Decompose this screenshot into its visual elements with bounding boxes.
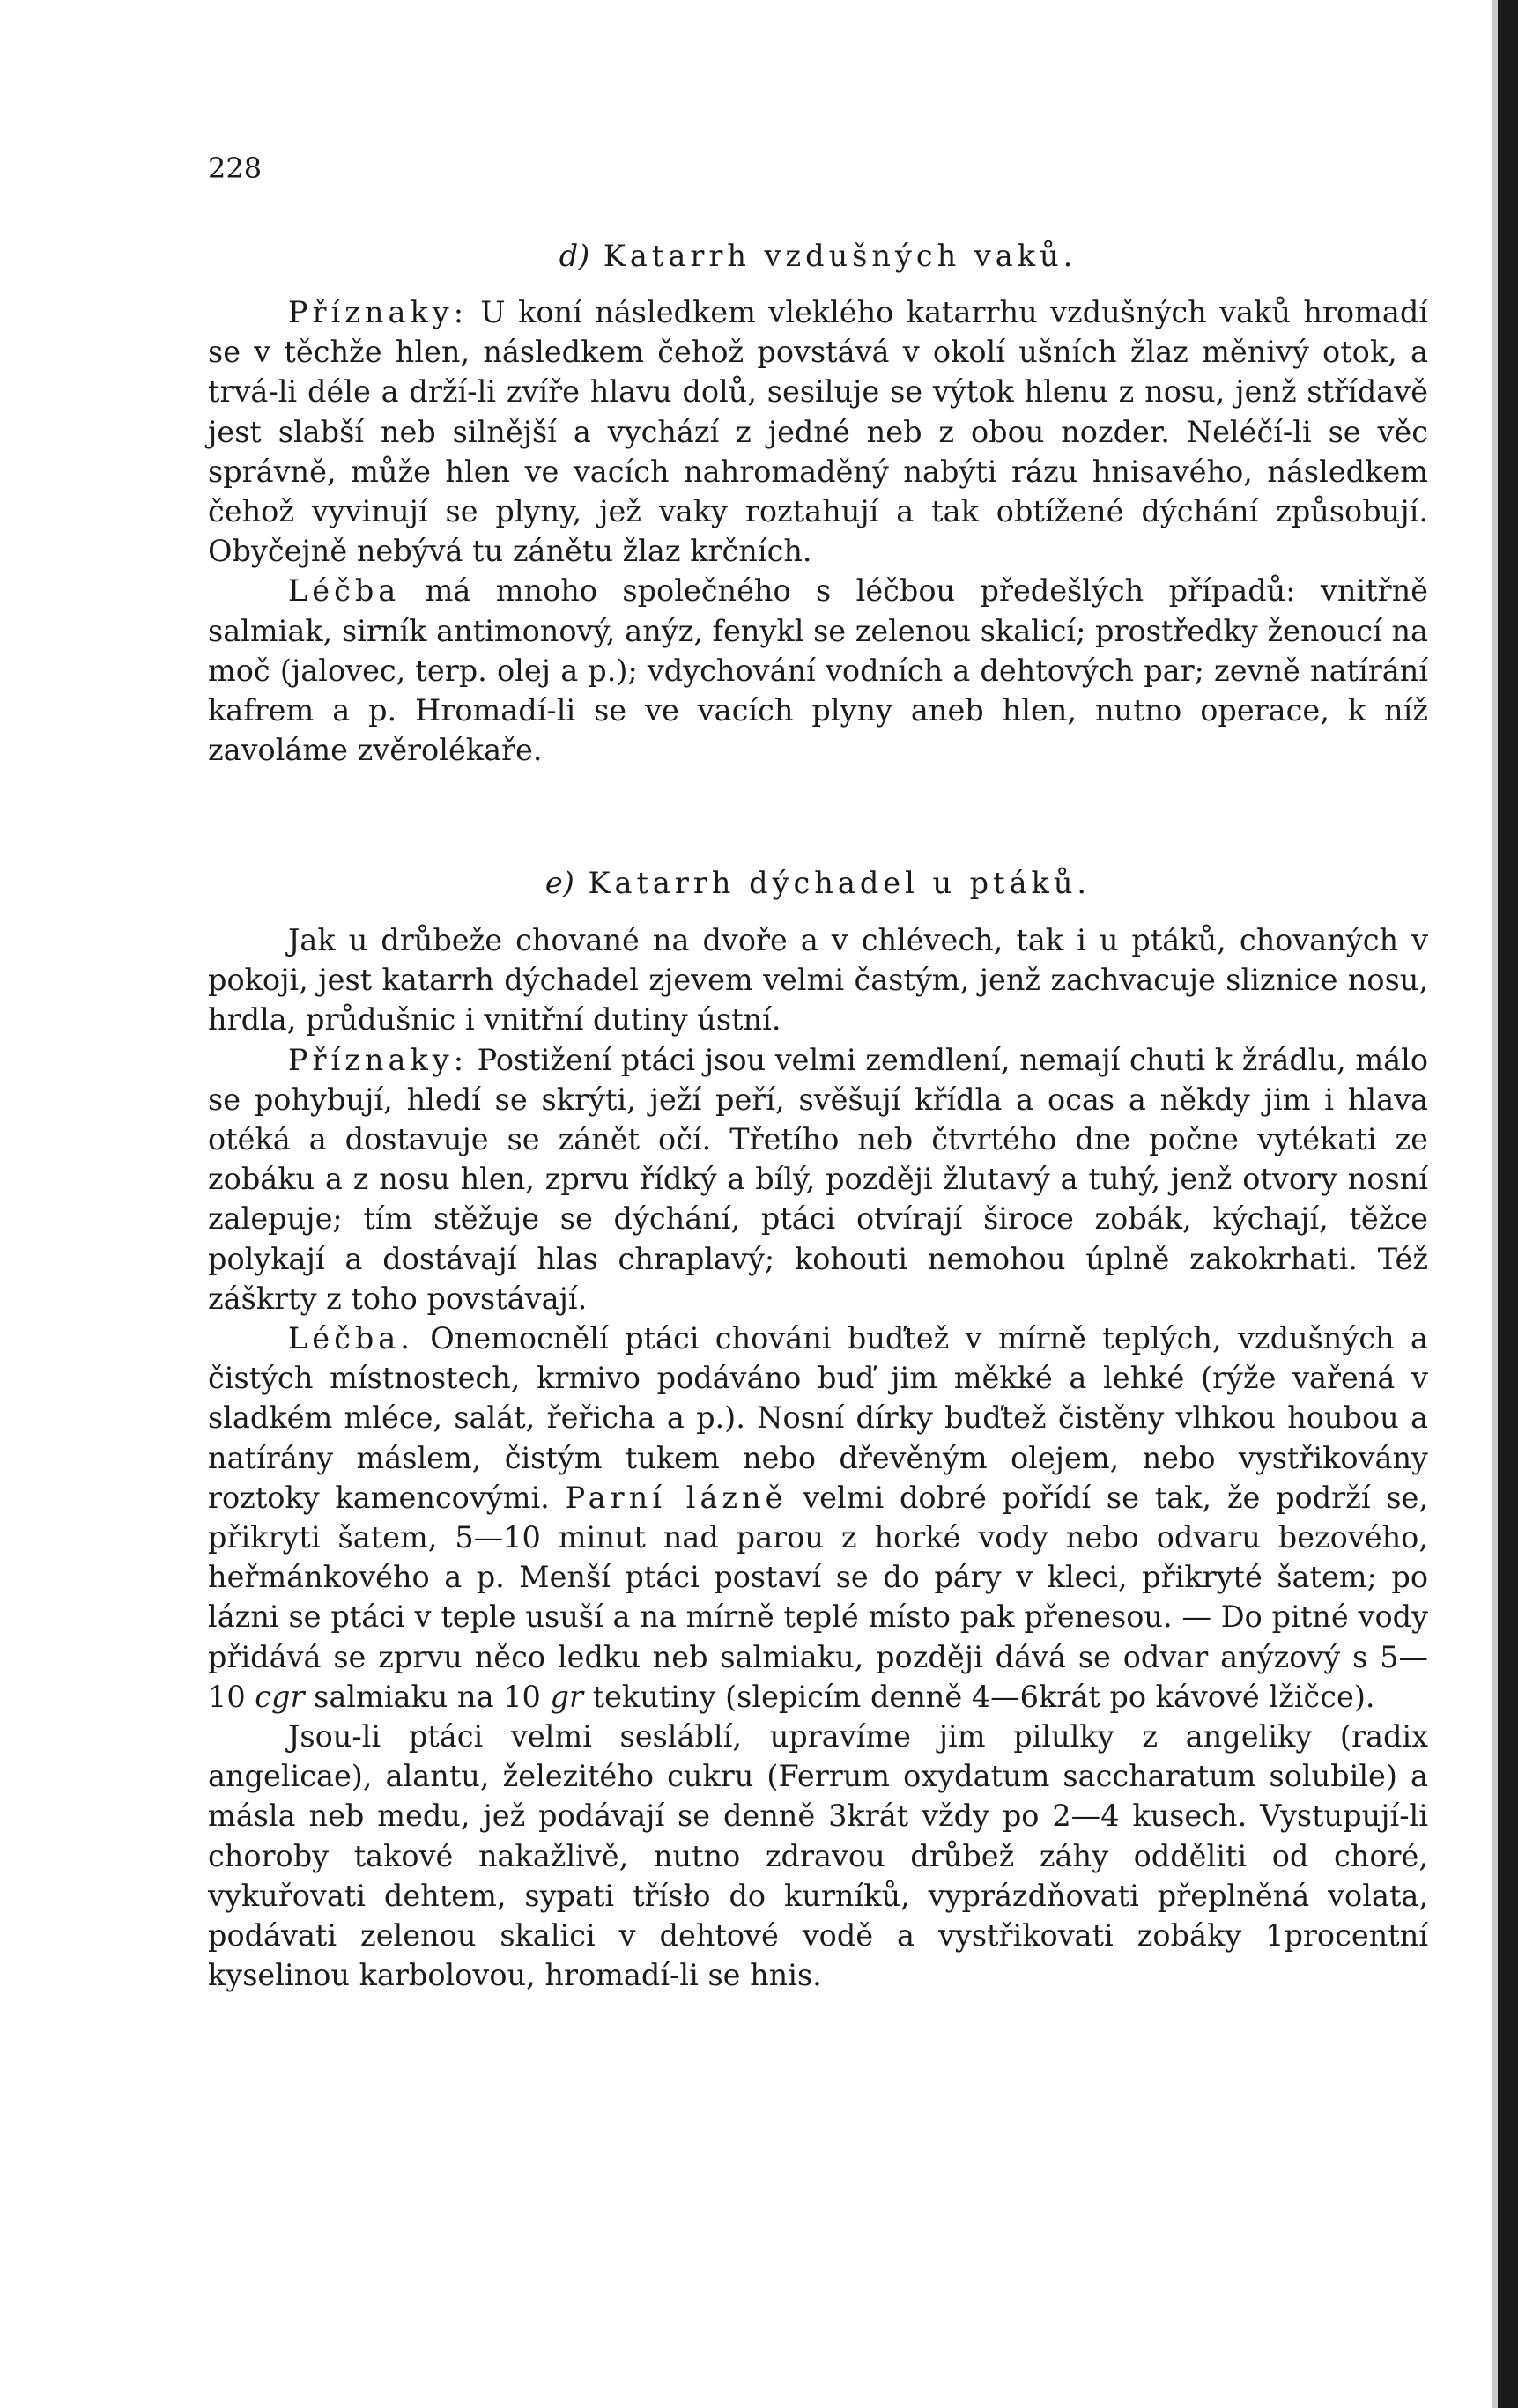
section-e-symptoms-text: Postižení ptáci jsou velmi zemdlení, nemají chuti k žrádlu, málo se pohybují, hledí se skrýti, ježí peří, svěšují křídla a ocas a někdy jim i hlava otéká a dostavuje se zánět očí. Třetího neb čtvrtého dne počne vytékati ze zobáku a z nosu hlen, zprvu řídký a bílý, později žlutavý a tuhý, jenž otvory nosní zalepuje; tím stěžuje se dýchání, ptáci otvírají široce zobák, kýchají, těžce polykají a dostávají hlas chraplavý; kohouti nemohou úplně zakokrhati. Též záškrty z toho povstávají.	[208, 1042, 1429, 1316]
section-d-treatment-lead: Léčba	[288, 573, 401, 609]
section-e-steam-bath-lead: Parní lázně	[565, 1480, 788, 1515]
unit-cgr: cgr	[255, 1679, 305, 1714]
section-e-symptoms-lead: Příznaky:	[288, 1042, 468, 1077]
section-d-label: d)	[559, 239, 590, 273]
section-d-body	[208, 292, 1428, 770]
section-d-treatment-text: má mnoho společného s léčbou předešlých případů: vnitřně salmiak, sirník antimonový, anýz, fenykl se zelenou skalicí; prostředky ženoucí na moč (jalovec, terp. olej a p.); vdychování vodních a dehtových par; zevně natírání kafrem a p. Hromadí-li se ve vacích plyny aneb hlen, nutno operace, k níž zavoláme zvěrolékaře.	[208, 573, 1428, 768]
section-e-title: Katarrh dýchadel u ptáků.	[588, 866, 1092, 900]
section-e-body	[208, 920, 1428, 1995]
scan-dark-edge	[1498, 0, 1518, 2408]
page-number: 228	[208, 151, 263, 185]
section-d-symptoms-paragraph	[208, 292, 1428, 571]
section-e-treatment-text-d: tekutiny (slepicím denně 4—6krát po kávové lžičce).	[582, 1679, 1375, 1714]
section-e-heading	[208, 863, 1428, 903]
section-d-treatment-paragraph	[208, 571, 1428, 770]
section-d-symptoms-text: U koní následkem vleklého katarrhu vzdušných vaků hromadí se v těchže hlen, následkem čehož povstává v okolí ušních žlaz měnivý otok, a trvá-li déle a drží-li zvíře hlavu dolů, sesiluje se výtok hlenu z nosu, jenž střídavě jest slabší neb silnější a vychází z jedné neb z obou nozder. Neléčí-li se věc správně, může hlen ve vacích nahromaděný nabýti rázu hnisavého, následkem čehož vyvinují se plyny, jež vaky roztahují a tak obtížené dýchání způsobují. Obyčejně nebývá tu zánětu žlaz krčních.	[208, 295, 1428, 569]
section-e-treatment-text-b: velmi dobré pořídí se tak, že podrží se, přikryti šatem, 5—10 minut nad parou z horké vody nebo odvaru bezového, heřmánkového a p. Menší ptáci postaví se do páry v kleci, přikryté šatem; po lázni se ptáci v teple usuší a na mírně teplé místo pak přenesou. — Do pitné vody přidává se zprvu něco ledku neb salmiaku, později dává se odvar anýzový s 5—10	[208, 1480, 1428, 1714]
section-e-treatment-text-a: Onemocnělí ptáci chováni buďtež v mírně teplých, vzdušných a čistých místnostech, krmivo podáváno buď jim měkké a lehké (rýže vařená v sladkém mléce, salát, řeřicha a p.). Nosní dírky buďtež čistěny vlhkou houbou a natírány máslem, čistým tukem nebo dřevěným olejem, nebo vystřikovány roztoky kamencovými.	[208, 1321, 1428, 1515]
section-d-heading	[208, 236, 1428, 276]
section-e-intro-paragraph: Jak u drůbeže chované na dvoře a v chlévech, tak i u ptáků, chovaných v pokoji, jest katarrh dýchadel zjevem velmi častým, jenž zachvacuje sliznice nosu, hrdla, průdušnic i vnitřní dutiny ústní.	[208, 923, 1428, 1038]
section-e-treatment-paragraph	[208, 1318, 1428, 1717]
section-d-title: Katarrh vzdušných vaků.	[603, 239, 1077, 273]
section-e-symptoms-paragraph	[208, 1040, 1428, 1318]
section-d-symptoms-lead: Příznaky:	[288, 295, 468, 329]
section-e-treatment-text-c: salmiaku na 10	[304, 1679, 551, 1714]
section-e-weak-birds-paragraph: Jsou-li ptáci velmi sesláblí, upravíme jim pilulky z angeliky (radix angelicae), alantu, železitého cukru (Ferrum oxydatum saccharatum solubile) a másla neb medu, jež podávají se denně 3krát vždy po 2—4 kusech. Vystupují-li choroby takové nakažlivě, nutno zdravou drůbež záhy odděliti od choré, vykuřovati dehtem, sypati třísło do kurníků, vyprázdňovati přeplněná volata, podávati zelenou skalici v dehtové vodě a vystřikovati zobáky 1procentní kyselinou karbolovou, hromadí-li se hnis.	[208, 1719, 1428, 1993]
section-e-treatment-lead: Léčba.	[288, 1321, 414, 1356]
section-e-label: e)	[544, 866, 574, 900]
unit-gr: gr	[550, 1679, 583, 1714]
